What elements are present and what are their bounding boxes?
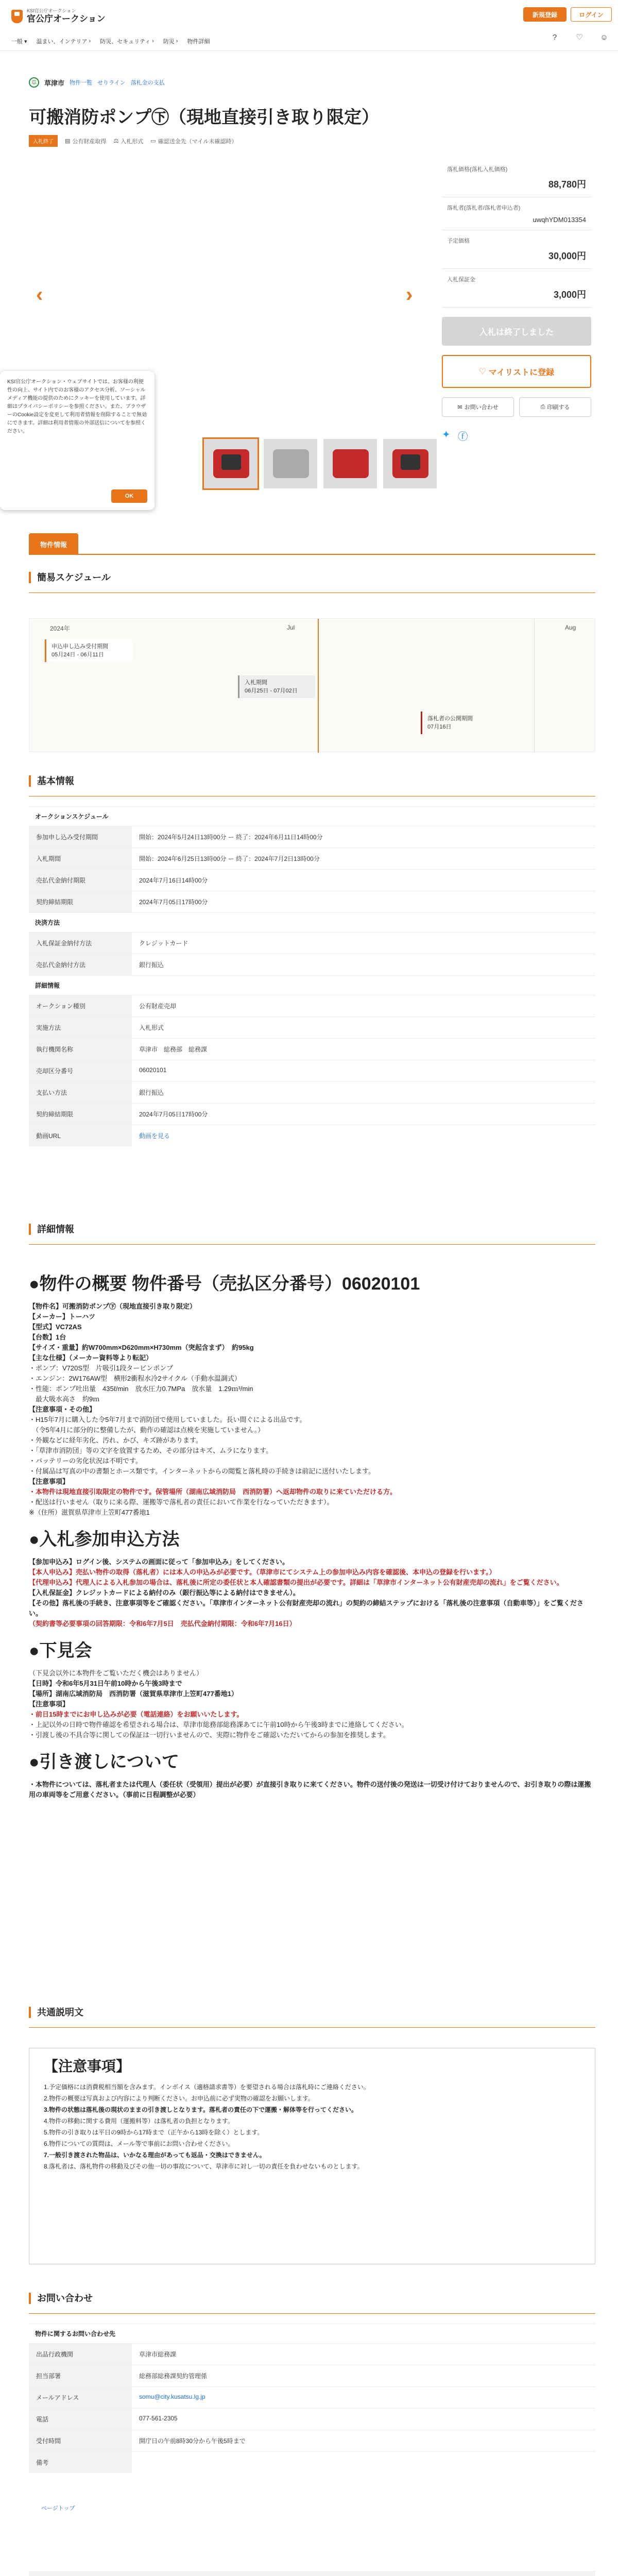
table-row [29, 2451, 595, 2473]
table-key: 出品行政機関 [29, 2344, 132, 2365]
print-button[interactable] [519, 397, 591, 417]
details-body [29, 1267, 595, 1800]
table-value-text: 開始：2024年5月24日13時00分 ー 終了：2024年6月11日14時00分 [139, 834, 323, 841]
tag-property: ▤ 公有財産取得 [65, 138, 107, 145]
table-value [132, 1125, 595, 1146]
table-row [29, 869, 595, 891]
detail-line: 【注意事項・その他】 [29, 1405, 96, 1413]
detail-line: 【代理申込み】代理人による入札参加の場合は、落札後に所定の委任状と本人確認書類の提出が必要です。詳細は「草津市インターネット公有財産売却の流れ」をご覧ください。 [29, 1579, 563, 1586]
logo-subtitle: KSI官公庁オークション [27, 8, 76, 13]
detail-line: 【注意事項】 [29, 1478, 70, 1485]
register-button[interactable]: 新規登録 [523, 7, 566, 22]
section-divider [29, 2027, 595, 2028]
table-key: 執行機関名称 [29, 1039, 132, 1060]
apply-range: 05月24日 - 06月11日 [52, 652, 104, 658]
result-date-value: 07月16日 [427, 724, 452, 730]
bid-period-label: 入札期間 [245, 680, 267, 686]
next-photo-button[interactable]: › [406, 283, 413, 306]
table-key: 入札保証金納付方法 [29, 933, 132, 954]
table-key: 入札期間 [29, 848, 132, 869]
detail-line: ・配送は行いません（取りに来る際、運搬等で落札者の責任において作業を行なっていただきます）。 [29, 1498, 334, 1506]
detail-line: 【日時】令和6年5月31日午前10時から午後3時まで [29, 1680, 182, 1687]
table-value-text: 2024年7月05日17時00分 [139, 1111, 208, 1118]
detail-line: （下見会以外に本物件をご覧いただく機会はありません） [29, 1669, 203, 1677]
cookie-notice [0, 371, 154, 510]
table-value [132, 2430, 595, 2451]
table-key: 動画URL [29, 1125, 132, 1146]
detail-line: ・上記以外の日時で物件確認を希望される場合は、草津市総務部総務課あてに午前10時から午後3時までに連絡してください。 [29, 1721, 408, 1728]
detail-line: ・付属品は写真の中の書類とホース類です。インターネットからの閲覧と落札時の手続きは前記に送付いたします。 [29, 1467, 375, 1475]
table-value-text: 06020101 [139, 1066, 167, 1074]
print-label: 印刷する [547, 404, 570, 411]
detail-line: 【サイズ・重量】約W700mm×D620mm×H730mm（突起含まず） 約95kg [29, 1344, 254, 1351]
basic-heading: 基本情報 [29, 775, 74, 787]
logo-title: 官公庁オークション [27, 14, 106, 24]
table-key: 参加申し込み受付期間 [29, 826, 132, 848]
apply-label: 申込申し込み受付期間 [52, 643, 108, 650]
table-key: オークション種別 [29, 995, 132, 1016]
bid-method-title: ●入札参加申込方法 [29, 1530, 180, 1549]
item-tags [29, 135, 237, 147]
table-row [29, 2343, 595, 2365]
table-value [132, 2387, 595, 2408]
winner-row [442, 197, 591, 230]
table-value [132, 1017, 595, 1038]
common-note-item: 1.予定価格には消費税相当額を含みます。インボイス（適格請求書等）を要望される場合は落札時にご連絡ください。 [44, 2083, 370, 2091]
login-button[interactable]: ログイン [571, 7, 612, 22]
email-link[interactable]: somu@city.kusatsu.lg.jp [139, 2393, 205, 2400]
table-row [29, 1060, 595, 1081]
table-key: 支払い方法 [29, 1082, 132, 1103]
table-value [132, 2365, 595, 2386]
winner-id: uwqhYDM013354 [533, 216, 586, 224]
facebook-icon[interactable]: ⓕ [457, 431, 468, 443]
table-row [29, 2365, 595, 2386]
breadcrumb [29, 77, 165, 88]
pagetop-link[interactable]: ページトップ [41, 2505, 75, 2512]
common-note-item: 8.落札者は、落札物件の移動及びその他一切の事故について、草津市に対し一切の責任を負わせないものとします。 [44, 2163, 364, 2170]
table-key: メールアドレス [29, 2387, 132, 2408]
tab-bar [29, 533, 595, 555]
nav-item-disaster[interactable]: 防災 › [163, 38, 178, 45]
table-key: 実施方法 [29, 1017, 132, 1038]
doc-icon: ▤ [65, 138, 71, 144]
common-note-item: 6.物件についての質問は、メール等で事前にお問い合わせください。 [44, 2140, 234, 2147]
detail-line: 最大吸水高さ 約9ｍ [29, 1395, 100, 1403]
twitter-icon[interactable]: ✦ [442, 429, 451, 440]
pump-engine-image [221, 454, 241, 470]
table-value [132, 2452, 595, 2473]
detail-line: 【主な仕様】（メーカー資料等より転記） [29, 1354, 153, 1362]
breadcrumb-link-list[interactable]: 物件一覧 [70, 80, 93, 86]
mail-icon: ✉ [457, 404, 462, 411]
table-value [132, 1082, 595, 1103]
detail-line: 【注意事項】 [29, 1700, 70, 1708]
table-value [132, 826, 595, 848]
bid-panel [442, 159, 591, 443]
month-divider [534, 619, 535, 753]
tag-remit: ▭ 確認送金先（マイル未確認時） [150, 138, 237, 145]
help-icon[interactable]: ? [552, 32, 557, 42]
common-heading: 共通説明文 [29, 2007, 83, 2018]
video-link[interactable]: 動画を見る [139, 1132, 170, 1140]
table-value-text: 開始：2024年6月25日13時00分 ー 終了：2024年7月2日13時00分 [139, 855, 320, 862]
detail-line: （契約書等必要事項の回答期限：令和6年7月5日 売払代金納付期限：令和6年7月16日） [29, 1620, 296, 1628]
user-icon[interactable]: ☺ [600, 32, 608, 42]
table-key: 契約締結期限 [29, 1104, 132, 1125]
detail-line: 【参加申込み】ログイン後、システムの画面に従って「参加申込み」をしてください。 [29, 1558, 289, 1566]
common-notes-list [44, 2081, 580, 2172]
print-icon: ⎙ [540, 403, 545, 410]
table-value-text: 開庁日の午前8時30分から午後5時まで [139, 2437, 246, 2445]
deposit-price: 3,000円 [553, 290, 586, 300]
table-value-text: クレジットカード [139, 940, 188, 947]
table-group-title: オークションスケジュール [29, 806, 595, 826]
inquiry-label: お問い合わせ [464, 404, 499, 411]
schedule-heading: 簡易スケジュール [29, 572, 111, 583]
thumbnail[interactable] [264, 439, 317, 488]
table-key: 契約締結期限 [29, 891, 132, 912]
table-value [132, 1104, 595, 1125]
table-key: 売払代金納付期限 [29, 870, 132, 891]
mylist-label: マイリストに登録 [488, 368, 555, 377]
today-marker [318, 619, 319, 753]
handover-title: ●引き渡しについて [29, 1752, 179, 1772]
detail-line: ・H15年7月に購入した令5年7月まで消防団で使用していました。長い間ぐによる出品です。 [29, 1416, 306, 1423]
thumbnail[interactable] [204, 439, 258, 488]
result-date [421, 711, 498, 734]
table-row [29, 1038, 595, 1060]
table-row [29, 2408, 595, 2430]
detail-line: ・バッテリーの劣化状況は不明です。 [29, 1457, 142, 1465]
pump-image [273, 449, 309, 478]
table-value [132, 933, 595, 954]
common-note-item: 2.物件の概要は写真および内容により判断ください。お申込前に必ず実物の確認をお願いします。 [44, 2095, 315, 2102]
site-logo[interactable] [11, 8, 106, 24]
handover-text: ・本物件については、落札者または代理人（委任状（受領用）提出が必要）が直接引き取りに来てください。物件の送付後の発送は一切受け付けておりませんので、お引き取りの際は運搬用の車両等をご用意ください。（事前に日程調整が必要） [29, 1781, 591, 1799]
preview-title: ●下見会 [29, 1641, 92, 1660]
table-group-title: 詳細情報 [29, 975, 595, 995]
city-seal-icon: 草 [29, 77, 39, 88]
table-key: 備考 [29, 2452, 132, 2473]
detail-line: ・性能：ポンプ吐出量 435ℓ/min 放水圧力0.7MPa 放水量 1.29ｍ³/min [29, 1385, 253, 1393]
table-value-text: 2024年7月16日14時00分 [139, 877, 208, 884]
pump-image [333, 449, 369, 478]
table-value [132, 2409, 595, 2430]
common-note-item: 3.物件の状態は落札後の現状のままの引き渡しとなります。落札者の責任の下で運搬・解体等を行ってください。 [44, 2106, 358, 2113]
tab-item-info[interactable]: 物件情報 [29, 533, 78, 555]
table-value-text: 077-561-2305 [139, 2415, 178, 2422]
table-key: 受付時間 [29, 2430, 132, 2451]
table-value [132, 870, 595, 891]
schedule-timeline [29, 618, 595, 752]
table-value [132, 1039, 595, 1060]
site-header [0, 0, 618, 44]
nav-item-security[interactable]: 防災、セキュリティ › [100, 38, 154, 45]
prev-photo-button[interactable]: ‹ [36, 283, 43, 306]
section-divider [29, 2313, 595, 2314]
category-nav [11, 37, 210, 45]
detail-line: （令5年4月に部分的に整備したが、動作の確認は点検を実施していません。） [29, 1426, 265, 1434]
nav-item-general[interactable]: 一般 ▾ [11, 38, 27, 45]
detail-line: ・「草津市消防団」等の文字を放置するため、その部分はキズ、ムラになります。 [29, 1447, 273, 1454]
table-group-title: 決済方法 [29, 912, 595, 932]
month-label: Aug [565, 624, 576, 631]
contact-sub: 物件に関するお問い合わせ先 [29, 2324, 595, 2343]
detail-line: 【メーカー】トーハツ [29, 1313, 96, 1320]
table-value-text: 入札形式 [139, 1024, 164, 1031]
table-row [29, 891, 595, 912]
tag-bidtype: ⚖ 入札形式 [113, 138, 144, 145]
table-value-text: 公有財産売却 [139, 1003, 177, 1010]
table-key: 電話 [29, 2409, 132, 2430]
pump-engine-image [401, 454, 420, 470]
common-note-item: 5.物件の引き取りは平日の9時から17時まで（正午から13時を除く）とします。 [44, 2129, 264, 2136]
detail-line: ・ポンプ：V720S型 片吸引1段タービンポンプ [29, 1364, 174, 1372]
mylist-button[interactable] [442, 355, 591, 388]
bid-summary [29, 2571, 595, 2576]
detail-line: 【台数】1台 [29, 1333, 66, 1341]
winning-price: 88,780円 [548, 179, 586, 190]
table-row [29, 848, 595, 869]
breadcrumb-link-payment[interactable]: 落札金の支払 [130, 80, 165, 86]
table-value [132, 2344, 595, 2365]
detail-line: ・前日15時までにお申し込みが必要（電話連絡）をお願いいたします。 [29, 1710, 244, 1718]
common-note-item: 7.一般引き渡された物品は、いかなる理由があっても返品・交換はできません。 [44, 2151, 266, 2159]
estimate-label: 予定価格 [447, 238, 470, 244]
table-value-text: 2024年7月05日17時00分 [139, 899, 208, 906]
contact-table [29, 2324, 595, 2473]
detail-line: ・本物件は現地直接引取限定の物件です。保管場所（湖南広域消防局 西消防署）へ返却物件の取りに来ていただける方。 [29, 1488, 397, 1496]
table-row [29, 1103, 595, 1125]
table-row [29, 2386, 595, 2408]
thumbnail[interactable] [383, 439, 437, 488]
common-notes [29, 2048, 595, 2264]
heart-icon: ♡ [478, 367, 489, 376]
status-badge: 入札終了 [29, 135, 58, 147]
bid-method-list [29, 1557, 595, 1634]
deposit-label: 入札保証金 [447, 277, 475, 283]
detail-line: 【場所】湖南広域消防局 西消防署（滋賀県草津市上笠町477番地1） [29, 1690, 238, 1698]
table-row [29, 1125, 595, 1146]
breadcrumb-link-line[interactable]: せりライン [97, 80, 126, 86]
preview-list [29, 1668, 595, 1745]
section-divider [29, 1244, 595, 1245]
detail-line: 【入札保証金】クレジットカードによる納付のみ（銀行振込等による納付はできません）。 [29, 1589, 300, 1597]
thumbnail-strip [204, 439, 437, 488]
details-heading: 詳細情報 [29, 1224, 74, 1235]
detail-line: ・引渡し後の不具合等に関しての保証は一切行いませんので、実際に物件をご確認いただいてからの参加を推奨します。 [29, 1731, 390, 1739]
overview-title: ●物件の概要 物件番号（売払区分番号）06020101 [29, 1274, 420, 1294]
table-key: 売却区分番号 [29, 1060, 132, 1081]
detail-line: ・エンジン：2W176AW型 横形2衝程水冷2サイクル（手動水温調式） [29, 1375, 241, 1382]
detail-line: 【本人申込み】売払い物件の取得（落札者）には本人の申込みが必要です。（草津市にてシステム上の参加申込み内容を確認後、本申込の登録を行います。） [29, 1568, 496, 1576]
table-value [132, 995, 595, 1016]
deposit-row [442, 269, 591, 308]
result-label: 落札者の公開期間 [427, 716, 473, 722]
table-value [132, 891, 595, 912]
estimate-price: 30,000円 [548, 251, 586, 261]
overview-list [29, 1301, 595, 1523]
table-row [29, 826, 595, 848]
table-row [29, 1016, 595, 1038]
table-key: 担当部署 [29, 2365, 132, 2386]
detail-line: 【その他】落札後の手続き、注意事項等をご確認ください。「草津市インターネット公有財産売却の流れ」の契約の締結ステップにおける「落札後の注意事項（自動車等）」をご覧ください。 [29, 1599, 584, 1617]
basic-info-table [29, 806, 595, 1146]
cookie-notice-text: KSI官公庁オークション・ウェブサイトでは、お客様の利便性の向上、サイト内でのお客様のアクセス分析、ソーシャルメディア機能の提供のためにクッキーを使用しています。詳細はプライバシーポリシーを参照ください。また、ブラウザーのCookie設定を変更して利用者情報を削除することで無効にできます。詳細は利用者情報の外部送信についてを参照ください。 [7, 379, 147, 434]
nav-item-current: 物件詳細 [187, 39, 210, 45]
detail-line: ・外観などに経年劣化、汚れ、かび、キズ跡があります。 [29, 1436, 202, 1444]
table-row [29, 2430, 595, 2451]
detail-line: ※（住所）滋賀県草津市上笠町477番地1 [29, 1509, 150, 1516]
table-key: 売払代金納付方法 [29, 954, 132, 975]
nav-item-interior[interactable]: 温まい、インテリア › [36, 38, 91, 45]
table-value-text: 草津市総務課 [139, 2351, 177, 2358]
table-value-text: 銀行振込 [139, 961, 164, 969]
table-row [29, 954, 595, 975]
detail-line: 【物件名】可搬消防ポンプ㊦（現地直接引き取り限定） [29, 1302, 197, 1310]
logo-mark-icon [11, 10, 23, 23]
bid-period-range: 06月25日 - 07月02日 [245, 688, 298, 694]
card-icon: ▭ [150, 138, 156, 144]
winning-price-row [442, 159, 591, 197]
table-row [29, 995, 595, 1016]
table-value [132, 954, 595, 975]
thumbnail[interactable] [323, 439, 377, 488]
month-label: Jul [287, 624, 295, 631]
table-row [29, 1081, 595, 1103]
common-note-item: 4.物件の移動に関する費用（運搬料等）は落札者の負担となります。 [44, 2117, 234, 2125]
apply-period [45, 639, 132, 662]
header-divider [0, 50, 618, 51]
page-title: 可搬消防ポンプ㊦（現地直接引き取り限定） [29, 108, 379, 127]
estimate-row [442, 230, 591, 269]
cookie-ok-button[interactable]: OK [111, 489, 147, 503]
table-value [132, 1060, 595, 1081]
pref-name[interactable]: 草津市 [44, 79, 65, 87]
year-label: 2024年 [50, 625, 70, 632]
gavel-icon: ⚖ [113, 138, 119, 144]
winning-price-label: 落札価格(落札入札価格) [447, 166, 508, 173]
table-row [29, 932, 595, 954]
table-value [132, 848, 595, 869]
winner-label: 落札者(落札者/落札者申込者) [447, 205, 521, 211]
common-notes-title: 【注意事項】 [44, 2058, 131, 2074]
bid-closed-button: 入札は終了しました [442, 317, 591, 346]
inquiry-button[interactable] [442, 397, 514, 417]
table-value-text: 総務部総務課契約管理係 [139, 2372, 208, 2380]
bid-period [238, 675, 315, 698]
table-value-text: 草津市 総務部 総務課 [139, 1046, 208, 1053]
table-value-text: 銀行振込 [139, 1089, 164, 1096]
detail-line: 【型式】VC72AS [29, 1323, 82, 1331]
mylist-icon[interactable]: ♡ [576, 33, 583, 42]
contact-heading: お問い合わせ [29, 2293, 93, 2304]
section-divider [29, 592, 595, 593]
